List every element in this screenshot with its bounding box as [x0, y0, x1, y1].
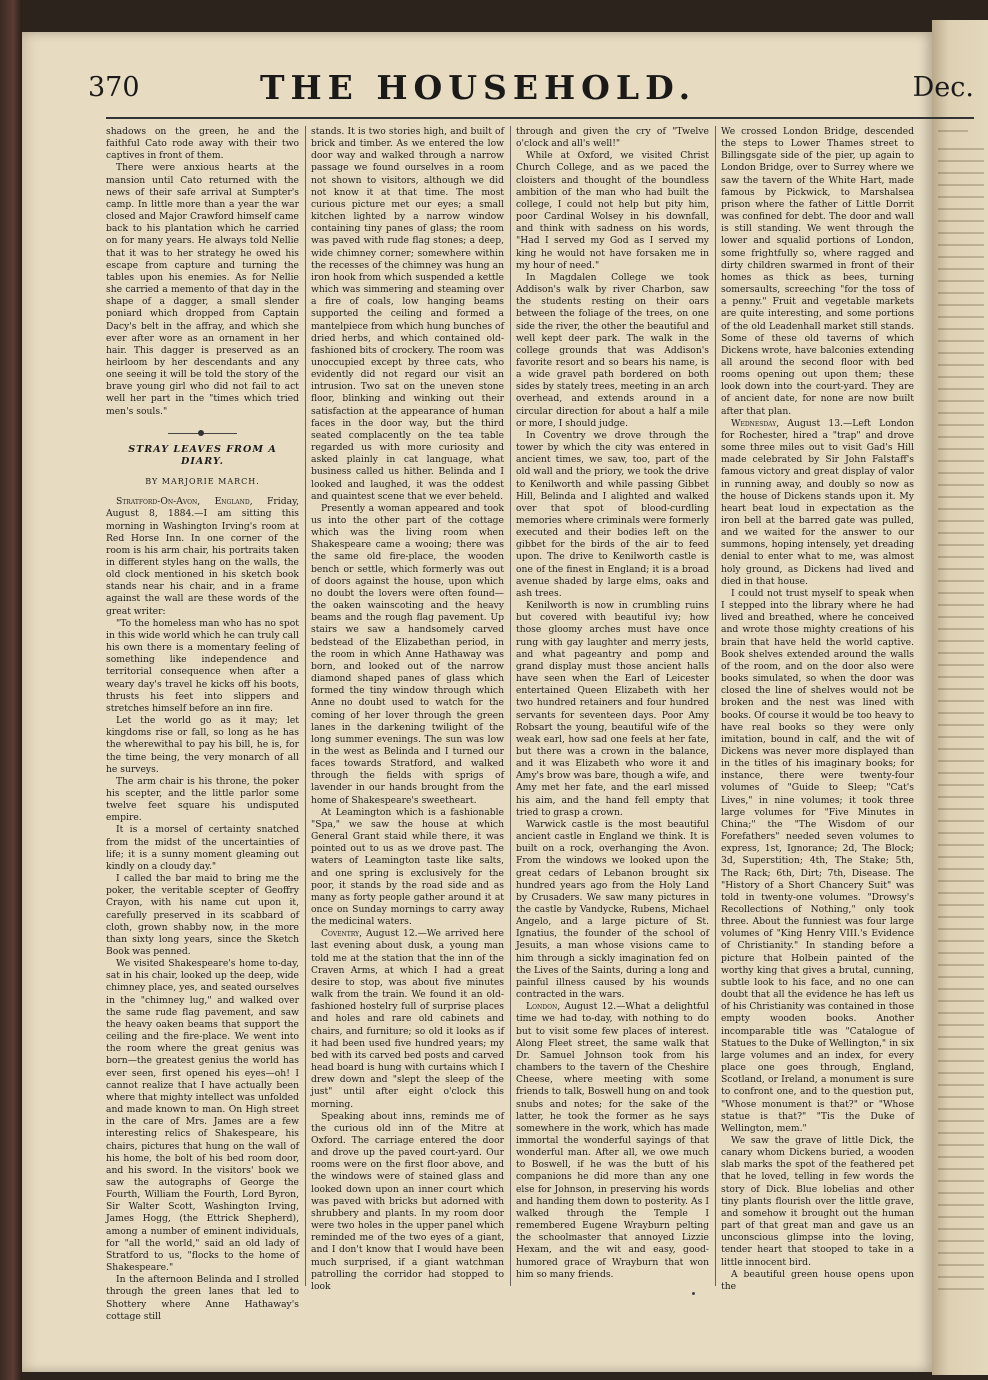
- column-divider: [305, 126, 306, 1286]
- paragraph: Kenilworth is now in crumbling ruins but covered with beautiful ivy; how those gloomy arches must have once rung with gay laughter and merry jests, and what pageantry and pomp and grand display must those ancient halls have seen when the Earl of Leicester entertained Queen Elizabeth with her two hundred retainers and four hundred servants for seventeen days. Poor Amy Robsart the young, beautiful wife of the weak earl, how sad one feels at her fate, but there was a crown in the balance, and it was Elizabeth who wore it and Amy's brow was bare, though a wife, and Amy met her fate, and the earl missed his aim, and the hand fell empty that tried to grasp a crown.: [516, 600, 709, 818]
- text-columns: [106, 126, 918, 1322]
- paragraph: Speaking about inns, reminds me of the curious old inn of the Mitre at Oxford. The carriage entered the door and drove up the paved court-yard. Our rooms were on the first floor above, and the windows were of stained glass and looked down upon an inner court which was paved with bricks but adorned with shrubbery and plants. In my room door were two holes in the upper panel which reminded me of the two eyes of a giant, and I don't know that I would have been much surprised, if a giant watchman patrolling the corridor had stopped to look: [311, 1110, 504, 1292]
- page-header: [88, 62, 974, 112]
- paragraph: The arm chair is his throne, the poker his scepter, and the little parlor some twelve feet square his undisputed empire.: [106, 775, 299, 824]
- dateline: London,: [526, 1001, 561, 1013]
- paragraph: In Coventry we drove through the tower by which the city was entered in ancient times, we saw, too, part of the old wall and the priory, we took the drive to Kenilworth and while passing Gibbet Hill, Belinda and I alighted and walked over that spot of blood-curdling memories where criminals were formerly executed and their bodies left on the gibbet for the birds of the air to feed upon. The drive to Kenilworth castle is one of the finest in England; it is a broad avenue shaded by large elms, oaks and ash trees.: [516, 429, 709, 599]
- column-divider: [510, 126, 511, 1286]
- paragraph: We visited Shakespeare's home to-day, sat in his chair, looked up the deep, wide chimney place, yes, and seated ourselves in the "chimney lug," and walked over the same rude flag pavement, and saw the heavy oaken beams that support the ceiling and the fire-place. We went into the room where the great genius was born—the greatest genius the world has ever seen, first opened his eyes—oh! I cannot realize that I have actually been where that mighty intellect was unfolded and made known to man. On High street in the care of Mrs. James are a few interesting relics of Shakespeare, his chairs, pictures that hung on the wall of his home, the bolt of his bed room door, and his sword. In the visitors' book we saw the autographs of George the Fourth, William the Fourth, Lord Byron, Sir Walter Scott, Washington Irving, James Hogg, (the Ettrick Shepherd), among a number of eminent individuals, for "all the world," said an old lady of Stratford to us, "flocks to the home of Shakespeare.": [106, 958, 299, 1274]
- header-rule: [106, 117, 974, 119]
- article-divider: [106, 428, 299, 438]
- paragraph: Warwick castle is the most beautiful ancient castle in England we think. It is built on a rock, overhanging the Avon. From the windows we looked upon the great cedars of Lebanon brought six hundred years ago from the Holy Land by Crusaders. We saw many pictures in the castle by Vandycke, Rubens, Michael Angelo, and a large picture of St. Ignatius, the founder of the school of Jesuits, a man whose visions came to him through a sickly imagination fed on the Lives of the Saints, during a long and painful illness caused by his wounds contracted in the wars.: [516, 818, 709, 1001]
- paragraph: through and given the cry of "Twelve o'clock and all's well!": [516, 126, 709, 150]
- paragraph: stands. It is two stories high, and built of brick and timber. As we entered the low door way and walked through a narrow passage we found ourselves in a room not shown to visitors, although we did not know it at that time. The most curious picture met our eyes; a small kitchen lighted by a narrow window containing tiny panes of glass; the room was paved with rude flag stones; a deep, wide chimney corner; somewhere within the recesses of the chimney was hung an iron hook from which suspended a kettle which was simmering and steaming over a fire of coals, low hanging beams supported the ceiling and formed a mantelpiece from which hung bunches of dried herbs, and which contained old-fashioned bits of crockery. The room was unoccupied except by three cats, who evidently did not regard our visit an intrusion. Two sat on the uneven stone floor, blinking and winking out their satisfaction at the appearance of human faces in the door way, but the third seated complacently on the tea table regarded us with more curiosity and asked plainly in cat language, what business called us hither. Belinda and I looked and laughed, it was the oddest and quaintest scene that we ever beheld.: [311, 126, 504, 502]
- book-binding: [0, 0, 22, 1380]
- adjacent-page-edge: [932, 20, 988, 1375]
- dateline: Stratford-On-Avon, England,: [116, 496, 253, 508]
- publication-title: THE HOUSEHOLD.: [259, 68, 697, 107]
- paragraph: Presently a woman appeared and took us into the other part of the cottage which was the living room when Shakespeare came a wooing; there was the same old fire-place, the wooden bench or settle, which formerly was out of doors against the house, upon which no doubt the lovers were often found—the oaken wainscoting and the heavy beams and the rough flag pavement. Up stairs we saw a handsomely carved bedstead of the Elizabethan period, in the room in which Anne Hathaway was born, and looked out of the narrow diamond shaped panes of glass which formed the tiny window through which Anne no doubt used to watch for the coming of her lover through the green lanes in the darkening twilight of the long summer evenings. The sun was low in the west as Belinda and I turned our faces towards Stratford, and walked through the fields with sprigs of lavender in our hands brought from the home of Shakespeare's sweetheart.: [311, 502, 504, 806]
- paragraph: While at Oxford, we visited Christ Church College, and as we paced the cloisters and thought of the boundless ambition of the man who had built the college, I could not help but pity him, poor Cardinal Wolsey in his downfall, and think with sadness on his words, "Had I served my God as I served my king he would not have forsaken me in my hour of need.": [516, 150, 709, 271]
- column-4: [721, 126, 915, 1292]
- paragraph: I could not trust myself to speak when I stepped into the library where he had lived and breathed, where he conceived and wrote those mighty creations of his brain that have held the world captive. Book shelves extended around the walls of the room, and on the door also were books simulated, so when the door was closed the line of shelves would not be broken and the nest was lined with books. Of course it would be too heavy to have real books so they were only imitation, bound in calf, and the wit of Dickens was never more displayed than in the titles of his imaginary books; for instance, there were twenty-four volumes of "Guide to Sleep; "Cat's Lives," in nine volumes; it took three large volumes for "Five Minutes in China;" the "The Wisdom of our Forefathers" needed seven volumes to express, 1st, Ignorance; 2d, The Block; 3d, Superstition; 4th, The Stake; 5th, The Rack; 6th, Dirt; 7th, Disease. The "History of a Short Chancery Suit" was told in twenty-one volumes. "Drowsy's Recollections of Nothing," only took three. About the funniest was four large volumes of "King Henry VIII.'s Evidence of Christianity." In standing before a picture that Holbein painted of the worthy king that gives a brutal, cunning, subtle look to his face, and no one can doubt that all the evidence he has left us of his Christianity was contained in those empty wooden books. Another incomparable title was "Catalogue of Statues to the Duke of Wellington," in six large volumes and an index, for every place one goes through, England, Scotland, or Ireland, a monument is sure to confront one, and to the question put, "Whose monument is that?" or "Whose statue is that?" "Tis the Duke of Wellington, mem.": [721, 587, 915, 1134]
- page-mark: [692, 1292, 695, 1295]
- page-number: 370: [88, 72, 140, 103]
- paragraph: Stratford-On-Avon, England, Friday, August 8, 1884.—I am sitting this morning in Washington Irving's room at Red Horse Inn. In one corner of the room is his arm chair, his portraits taken in different styles hang on the walls, the old clock mentioned in his sketch book stands near his chair, and in a frame against the wall are these words of the great writer:: [106, 496, 299, 617]
- paragraph: We crossed London Bridge, descended the steps to Lower Thames street to Billingsgate side of the pier, up again to London Bridge, over to Surrey where we saw the tavern of the White Hart, made famous by Pickwick, to Marshalsea prison where the father of Little Dorrit was confined for debt. The door and wall is still standing. We went through the lower and squalid portions of London, some frightfully so, where ragged and dirty children swarmed in front of their homes as thick as bees, turning somersaults, screeching "for the toss of a penny." Fruit and vegetable markets are quite interesting, and some portions of the old Leadenhall market still stands. Some of these old taverns of which Dickens wrote, have balconies extending all around the second floor with bed rooms opening out upon them; these look down into the court-yard. They are of ancient date, for none are now built after that plan.: [721, 126, 914, 417]
- article-title: STRAY LEAVES FROM A DIARY.: [128, 443, 277, 467]
- paragraph: We saw the grave of little Dick, the canary whom Dickens buried, a wooden slab marks the spot of the feathered pet that he loved, telling in few words the story of Dick. Blue lobelias and other tiny plants flourish over the little grave, and somehow it brought out the human part of that great man and gave us an unconscious glimpse into the loving, tender heart that stooped to take in a little innocent bird.: [721, 1134, 914, 1268]
- paragraph: I called the bar maid to bring me the poker, the veritable scepter of Geoffry Crayon, with his name cut upon it, carefully preserved in its scabbard of cloth, grown shabby now, in the more than sixty long years, since the Sketch Book was penned.: [106, 873, 299, 957]
- paragraph: London, August 12.—What a delightful time we had to-day, with nothing to do but to visit some few places of interest. Along Fleet street, the same walk that Dr. Samuel Johnson took from his chambers to the tavern of the Cheshire Cheese, where meeting with some friends to talk, Boswell hung on and took snubs and notes; for the sake of the latter, he took the former as he says somewhere in the work, which has made immortal the wonderful sayings of that wonderful man. After all, we owe much to Boswell, if he was the butt of his companions he did more than any one else for Johnson, in preserving his words and handing them down to posterity. As I walked through the Temple I remembered Eugene Wrayburn pelting the schoolmaster that annoyed Lizzie Hexam, and the wit and easy, good-humored grace of Wrayburn that won him so many friends.: [516, 1001, 709, 1280]
- paragraph: It is a morsel of certainty snatched from the midst of the uncertainties of life; it is a sunny moment gleaming out kindly on a cloudy day.": [106, 824, 299, 872]
- column-2: [311, 126, 504, 1292]
- paragraph: In Magdalen College we took Addison's walk by river Charbon, saw the students resting on their oars between the foliage of the trees, on one side the river, the other the beautiful and well kept deer park. The walk in the college grounds that was Addison's favorite resort and so bears his name, is a wide gravel path bordered on both sides by stately trees, meeting in an arch overhead, and extends around in a circular direction for about a half a mile or more, I should judge.: [516, 271, 709, 429]
- dateline: Wednesday,: [731, 417, 780, 429]
- issue-month: Dec.: [912, 72, 974, 103]
- paragraph: Coventry, August 12.—We arrived here last evening about dusk, a young man told me at the station that the inn of the Craven Arms, at which I had a great desire to stop, was about five minutes walk from the train. We found it an old-fashioned hostelry full of surprise places and holes and rare old cabinets and chairs, and furniture; so old it looks as if it had been used five hundred years; my bed with its carved bed posts and carved head board is hung with curtains which I drew down and "slept the sleep of the just" until after eight o'clock this morning.: [311, 928, 504, 1110]
- column-3: [516, 126, 709, 1286]
- paragraph: Let the world go as it may; let kingdoms rise or fall, so long as he has the wherewithal to pay his bill, he is, for the time being, the very monarch of all he surveys.: [106, 715, 299, 775]
- paragraph: There were anxious hearts at the mansion until Cato returned with the news of their safe arrival at Sumpter's camp. In little more than a year the war closed and Major Crawford himself came back to his plantation which he carried on for many years. He always told Nellie that it was to her strategy he owed his escape from capture and turning the tables upon his enemies. As for Nellie she carried a memento of that day in the shape of a dagger, a small slender poniard which dropped from Captain Dacy's belt in the affray, and which she ever after wore as an ornament in her hair. This dagger is preserved as an heirloom by her descendants and any one seeing it will be told the story of the brave young girl who did not fail to act well her part in the "times which tried men's souls.": [106, 162, 299, 417]
- paragraph: In the afternoon Belinda and I strolled through the green lanes that led to Shottery where Anne Hathaway's cottage still: [106, 1274, 299, 1322]
- article-byline: BY MARJORIE MARCH.: [145, 477, 260, 487]
- paragraph: At Leamington which is a fashionable "Spa," we saw the house at which General Grant staid while there, it was pointed out to us as we drove past. The waters of Leamington taste like salts, and one spring is exclusively for the poor, it stands by the road side and as many as forty people gather around it at once on Sunday mornings to carry away the medicinal waters.: [311, 806, 504, 928]
- paragraph: A beautiful green house opens upon the: [721, 1268, 914, 1292]
- dateline: Coventry,: [321, 928, 363, 940]
- paragraph: Wednesday, August 13.—Left London for Rochester, hired a "trap" and drove some three miles out to visit Gad's Hill made celebrated by Sir John Falstaff's famous victory and great display of valor in running away, and doubly so now as the house of Dickens stands upon it. My heart beat loud in expectation as the iron bell at the barred gate was pulled, and we waited for the answer to our summons, hoping intensely, yet dreading denial to enter what to me, was almost holy ground, as Dickens had lived and died in that house.: [721, 417, 914, 587]
- column-1: [106, 126, 299, 1322]
- column-divider: [715, 126, 716, 1286]
- paragraph: "To the homeless man who has no spot in this wide world which he can truly call his own there is a momentary feeling of something like independence and territorial consequence when after a weary day's travel he kicks off his boots, thrusts his feet into slippers and stretches himself before an inn fire.: [106, 617, 299, 714]
- paragraph: shadows on the green, he and the faithful Cato rode away with their two captives in front of them.: [106, 126, 299, 162]
